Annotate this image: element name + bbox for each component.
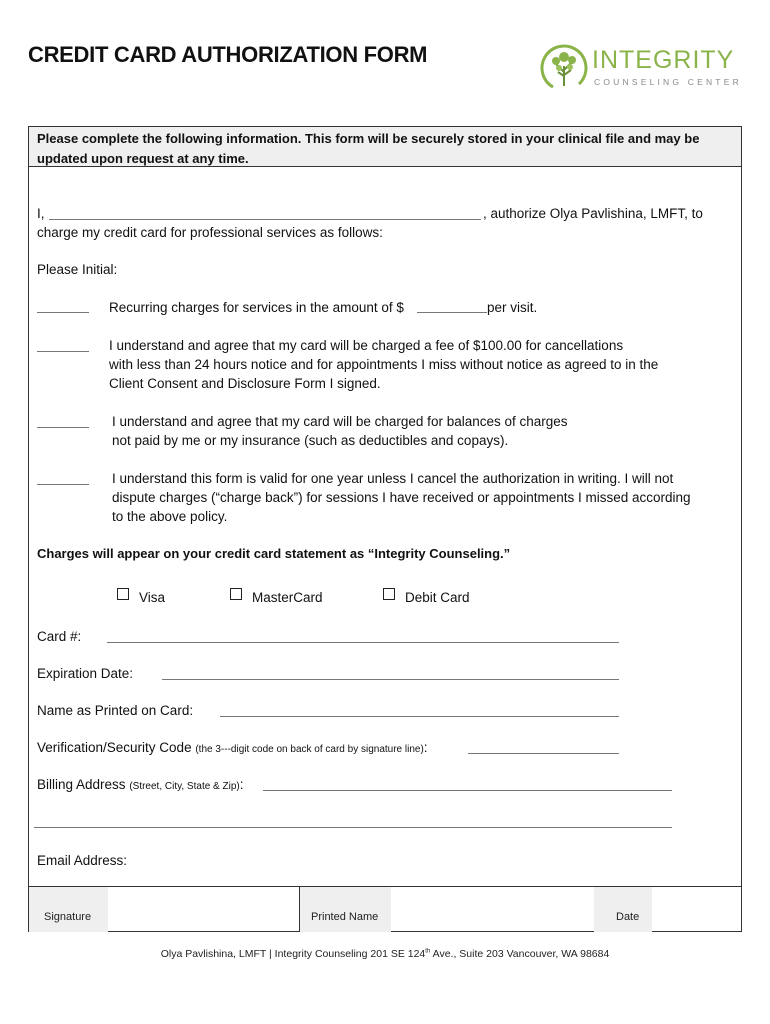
intro-line-1: Please complete the following information. This form will be securely stored in your clinical file and may be [37, 131, 700, 146]
authorize-line-2: charge my credit card for professional services as follows: [37, 225, 383, 240]
initial-field-4[interactable] [37, 484, 89, 485]
cancellation-text-2: with less than 24 hours notice and for appointments I miss without notice as agreed to in the [109, 357, 659, 372]
please-initial-label: Please Initial: [37, 262, 118, 277]
visa-label: Visa [139, 590, 166, 605]
footer-address-text: Olya Pavlishina, LMFT | Integrity Counseling 201 SE 124 [160, 948, 426, 960]
verification-label-text: Verification/Security Code [37, 740, 192, 755]
authorize-name-field[interactable] [49, 219, 481, 220]
printed-name-label: Printed Name [311, 911, 379, 923]
billing-address-field-2[interactable] [34, 827, 672, 828]
initial-field-2[interactable] [37, 351, 89, 352]
initial-field-1[interactable] [37, 312, 89, 313]
date-label-cell [594, 887, 652, 932]
cancellation-text-3: Client Consent and Disclosure Form I signed. [109, 376, 381, 391]
billing-address-field[interactable] [263, 790, 672, 791]
amount-field[interactable] [417, 312, 487, 313]
recurring-charges-text: Recurring charges for services in the amount of $ [109, 300, 404, 315]
charges-note: Charges will appear on your credit card statement as “Integrity Counseling.” [37, 546, 511, 561]
signature-label-cell [29, 887, 108, 932]
footer-superscript: th [425, 948, 431, 955]
logo-tagline: COUNSELING CENTER [594, 77, 742, 87]
debit-card-label: Debit Card [405, 590, 470, 605]
billing-label [37, 775, 244, 796]
intro-line-2: updated upon request at any time. [37, 151, 249, 166]
expiration-label: Expiration Date: [37, 666, 134, 681]
visa-checkbox[interactable] [117, 588, 129, 600]
signature-field[interactable] [108, 887, 299, 932]
date-field[interactable] [652, 887, 741, 932]
validity-text-1: I understand this form is valid for one year unless I cancel the authorization in writing. I will not [112, 471, 674, 486]
authorize-prefix: I, [37, 206, 45, 221]
date-label: Date [616, 911, 640, 923]
footer-address [0, 948, 770, 960]
balances-text-2: not paid by me or my insurance (such as deductibles and copays). [112, 433, 509, 448]
validity-text-2: dispute charges (“charge back”) for sessions I have received or appointments I missed according [112, 490, 691, 505]
printed-name-field[interactable] [391, 887, 594, 932]
signature-row [29, 886, 741, 932]
name-on-card-label: Name as Printed on Card: [37, 703, 194, 718]
billing-colon: : [239, 777, 244, 792]
card-number-label: Card #: [37, 629, 82, 644]
page-title: CREDIT CARD AUTHORIZATION FORM [28, 42, 428, 67]
signature-label: Signature [44, 911, 92, 923]
authorization-form [28, 126, 742, 932]
initial-field-3[interactable] [37, 427, 89, 428]
printed-name-label-cell [300, 887, 391, 932]
mastercard-checkbox[interactable] [230, 588, 242, 600]
verification-label [37, 738, 428, 759]
balances-text-1: I understand and agree that my card will be charged for balances of charges [112, 414, 568, 429]
cancellation-text-1: I understand and agree that my card will be charged a fee of $100.00 for cancellations [109, 338, 624, 353]
logo [538, 40, 742, 96]
footer-address-text-2: Ave., Suite 203 Vancouver, WA 98684 [430, 948, 610, 960]
debit-card-checkbox[interactable] [383, 588, 395, 600]
intro-instructions [29, 127, 741, 167]
billing-hint: (Street, City, State & Zip) [129, 781, 240, 792]
email-label: Email Address: [37, 853, 128, 868]
expiration-field[interactable] [162, 679, 619, 680]
card-number-field[interactable] [107, 642, 619, 643]
tree-logo-icon [538, 42, 590, 94]
mastercard-label: MasterCard [252, 590, 323, 605]
authorize-suffix: , authorize Olya Pavlishina, LMFT, to [483, 206, 703, 221]
name-on-card-field[interactable] [220, 716, 619, 717]
per-visit-text: per visit. [487, 300, 538, 315]
verification-colon: : [423, 740, 428, 755]
logo-name: INTEGRITY [592, 46, 735, 74]
verification-field[interactable] [468, 753, 619, 754]
validity-text-3: to the above policy. [112, 509, 228, 524]
verification-hint: (the 3---digit code on back of card by signature line) [195, 744, 424, 755]
billing-label-text: Billing Address [37, 777, 126, 792]
